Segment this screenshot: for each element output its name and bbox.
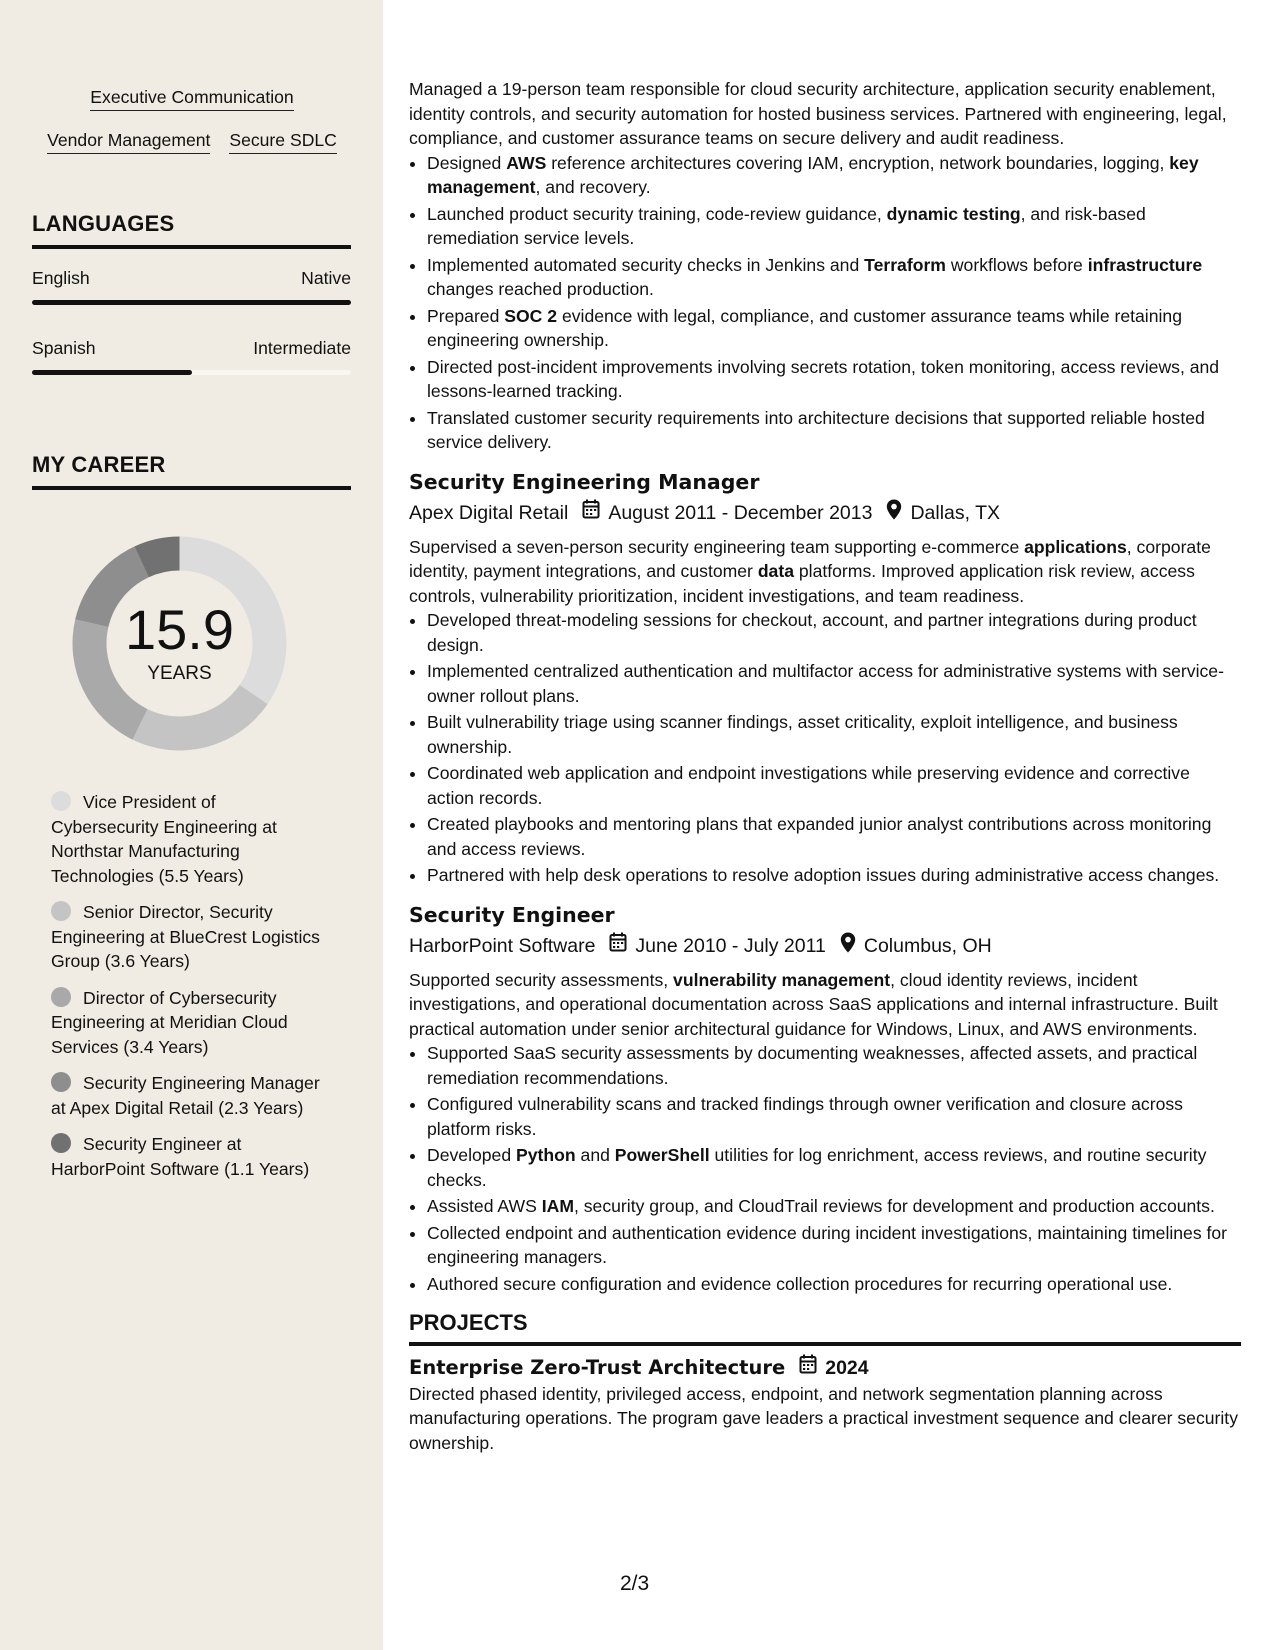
career-legend-label: Vice President of Cybersecurity Engineering at Northstar Manufacturing Technologies (5.5 Years) [51, 792, 277, 886]
job-dates: June 2010 - July 2011 [635, 935, 826, 957]
bullet-item: • Partnered with help desk operations to resolve adoption issues during administrative access changes. [427, 863, 1241, 888]
career-legend [51, 790, 321, 1193]
job-description: Supervised a seven-person security engineering team supporting e-commerce applications, corporate identity, payment integrations, and customer data platforms. Improved application risk review, access controls, vulnerability prioritization, incident investigations, and team readiness. [409, 536, 1211, 606]
bullet-item: • Configured vulnerability scans and tracked findings through owner verification and closure across platform risks. [427, 1092, 1241, 1141]
job-title: Security Engineering Manager [409, 469, 760, 494]
project-title: Enterprise Zero-Trust Architecture [409, 1355, 786, 1379]
language-name: Spanish [32, 338, 96, 358]
calendar-icon [582, 499, 600, 527]
job-company: Apex Digital Retail [409, 502, 569, 524]
legend-dot [51, 791, 71, 811]
language-proficiency-bar [32, 300, 351, 305]
career-legend-item [51, 1132, 321, 1181]
sidebar [0, 0, 383, 1650]
bullet-item: • Developed Python and PowerShell utilities for log enrichment, access reviews, and routine security checks. [427, 1143, 1241, 1192]
career-legend-label: Senior Director, Security Engineering at BlueCrest Logistics Group (3.6 Years) [51, 902, 320, 971]
skill-tag: Executive Communication [90, 86, 293, 111]
job-title: Security Engineer [409, 902, 615, 927]
career-legend-label: Security Engineer at HarborPoint Software (1.1 Years) [51, 1134, 310, 1179]
bullet-item: • Coordinated web application and endpoint investigations while preserving evidence and corrective action records. [427, 761, 1241, 810]
bullet-item: • Directed post-incident improvements involving secrets rotation, token monitoring, access reviews, and lessons-learned tracking. [427, 355, 1241, 404]
bullet-item: • Assisted AWS IAM, security group, and CloudTrail reviews for development and production accounts. [427, 1194, 1241, 1219]
legend-dot [51, 1133, 71, 1153]
legend-dot [51, 987, 71, 1007]
job-company: HarborPoint Software [409, 935, 596, 957]
location-pin-icon [840, 932, 856, 961]
skill-tag: Vendor Management [47, 129, 210, 154]
skills-tags [32, 86, 352, 172]
bullet-item: • Implemented centralized authentication and multifactor access for administrative systems with service-owner rollout plans. [427, 659, 1241, 708]
language-proficiency-bar [32, 370, 351, 375]
language-level: Intermediate [253, 338, 351, 358]
legend-dot [51, 901, 71, 921]
language-proficiency-fill [32, 300, 351, 305]
bullet-item: • Translated customer security requirements into architecture decisions that supported reliable hosted service delivery. [427, 406, 1241, 455]
language-proficiency-fill [32, 370, 192, 375]
bullet-item: • Collected endpoint and authentication evidence during incident investigations, maintaining timelines for engineering managers. [427, 1221, 1241, 1270]
location-pin-icon [886, 499, 902, 528]
career-legend-label: Security Engineering Manager at Apex Digital Retail (2.3 Years) [51, 1073, 320, 1118]
career-total-years: 15.9 [125, 598, 234, 661]
job-location: Columbus, OH [863, 935, 992, 957]
job-meta [409, 932, 1241, 961]
bullet-item: • Created playbooks and mentoring plans that expanded junior analyst contributions across monitoring and access reviews. [427, 812, 1241, 861]
career-legend-item [51, 900, 321, 974]
career-heading: MY CAREER [32, 452, 351, 490]
bullet-item: • Developed threat-modeling sessions for checkout, account, and partner integrations during product design. [427, 608, 1241, 657]
language-name: English [32, 268, 90, 288]
job-bullets [409, 1041, 1241, 1296]
career-donut-segment [133, 685, 268, 751]
job-dates: August 2011 - December 2013 [608, 502, 873, 524]
skill-tag: Secure SDLC [229, 129, 337, 154]
bullet-item: • Prepared SOC 2 evidence with legal, compliance, and customer assurance teams while retaining engineering ownership. [427, 304, 1241, 353]
language-level: Native [301, 268, 351, 288]
project-year: 2024 [825, 1356, 869, 1379]
bullet-item: • Launched product security training, code-review guidance, dynamic testing, and risk-based remediation service levels. [427, 202, 1241, 251]
career-total-unit: YEARS [147, 663, 212, 684]
projects-heading: PROJECTS [409, 1311, 1241, 1346]
calendar-icon [799, 1354, 817, 1382]
project-description: Directed phased identity, privileged access, endpoint, and network segmentation planning across manufacturing operations. The program gave leaders a practical investment sequence and clearer security ownership. [409, 1383, 1238, 1453]
career-legend-item [51, 790, 321, 888]
bullet-item: • Designed AWS reference architectures covering IAM, encryption, network boundaries, logging, key management, and recovery. [427, 151, 1241, 200]
language-spanish [32, 338, 351, 375]
bullet-item: • Implemented automated security checks in Jenkins and Terraform workflows before infrastructure changes reached production. [427, 253, 1241, 302]
career-legend-item [51, 986, 321, 1060]
calendar-icon [609, 932, 627, 960]
job-meta [409, 499, 1241, 528]
job-description: Supported security assessments, vulnerability management, cloud identity reviews, incident investigations, and operational documentation across SaaS applications and internal infrastructure. Built practical automation under senior architectural guidance for Windows, Linux, and AWS environments. [409, 969, 1218, 1039]
bullet-item: • Supported SaaS security assessments by documenting weaknesses, affected assets, and practical remediation recommendations. [427, 1041, 1241, 1090]
main-content [409, 77, 1241, 1455]
languages-heading: LANGUAGES [32, 211, 351, 249]
job-bullets [409, 608, 1241, 888]
job-location: Dallas, TX [910, 502, 1001, 524]
legend-dot [51, 1072, 71, 1092]
career-legend-item [51, 1071, 321, 1120]
role-description: Managed a 19-person team responsible for cloud security architecture, application security enablement, identity controls, and security automation for hosted business services. Partnered with engineering, legal, compliance, and customer assurance teams on secure delivery and audit readiness. [409, 79, 1227, 148]
career-legend-label: Director of Cybersecurity Engineering at Meridian Cloud Services (3.4 Years) [51, 987, 288, 1057]
bullet-item: • Authored secure configuration and evidence collection procedures for recurring operational use. [427, 1272, 1241, 1297]
role-bullets [409, 151, 1241, 455]
page-number: 2/3 [620, 1572, 650, 1595]
language-english [32, 268, 351, 305]
bullet-item: • Built vulnerability triage using scanner findings, asset criticality, exploit intelligence, and business ownership. [427, 710, 1241, 759]
project-header [409, 1354, 1241, 1382]
